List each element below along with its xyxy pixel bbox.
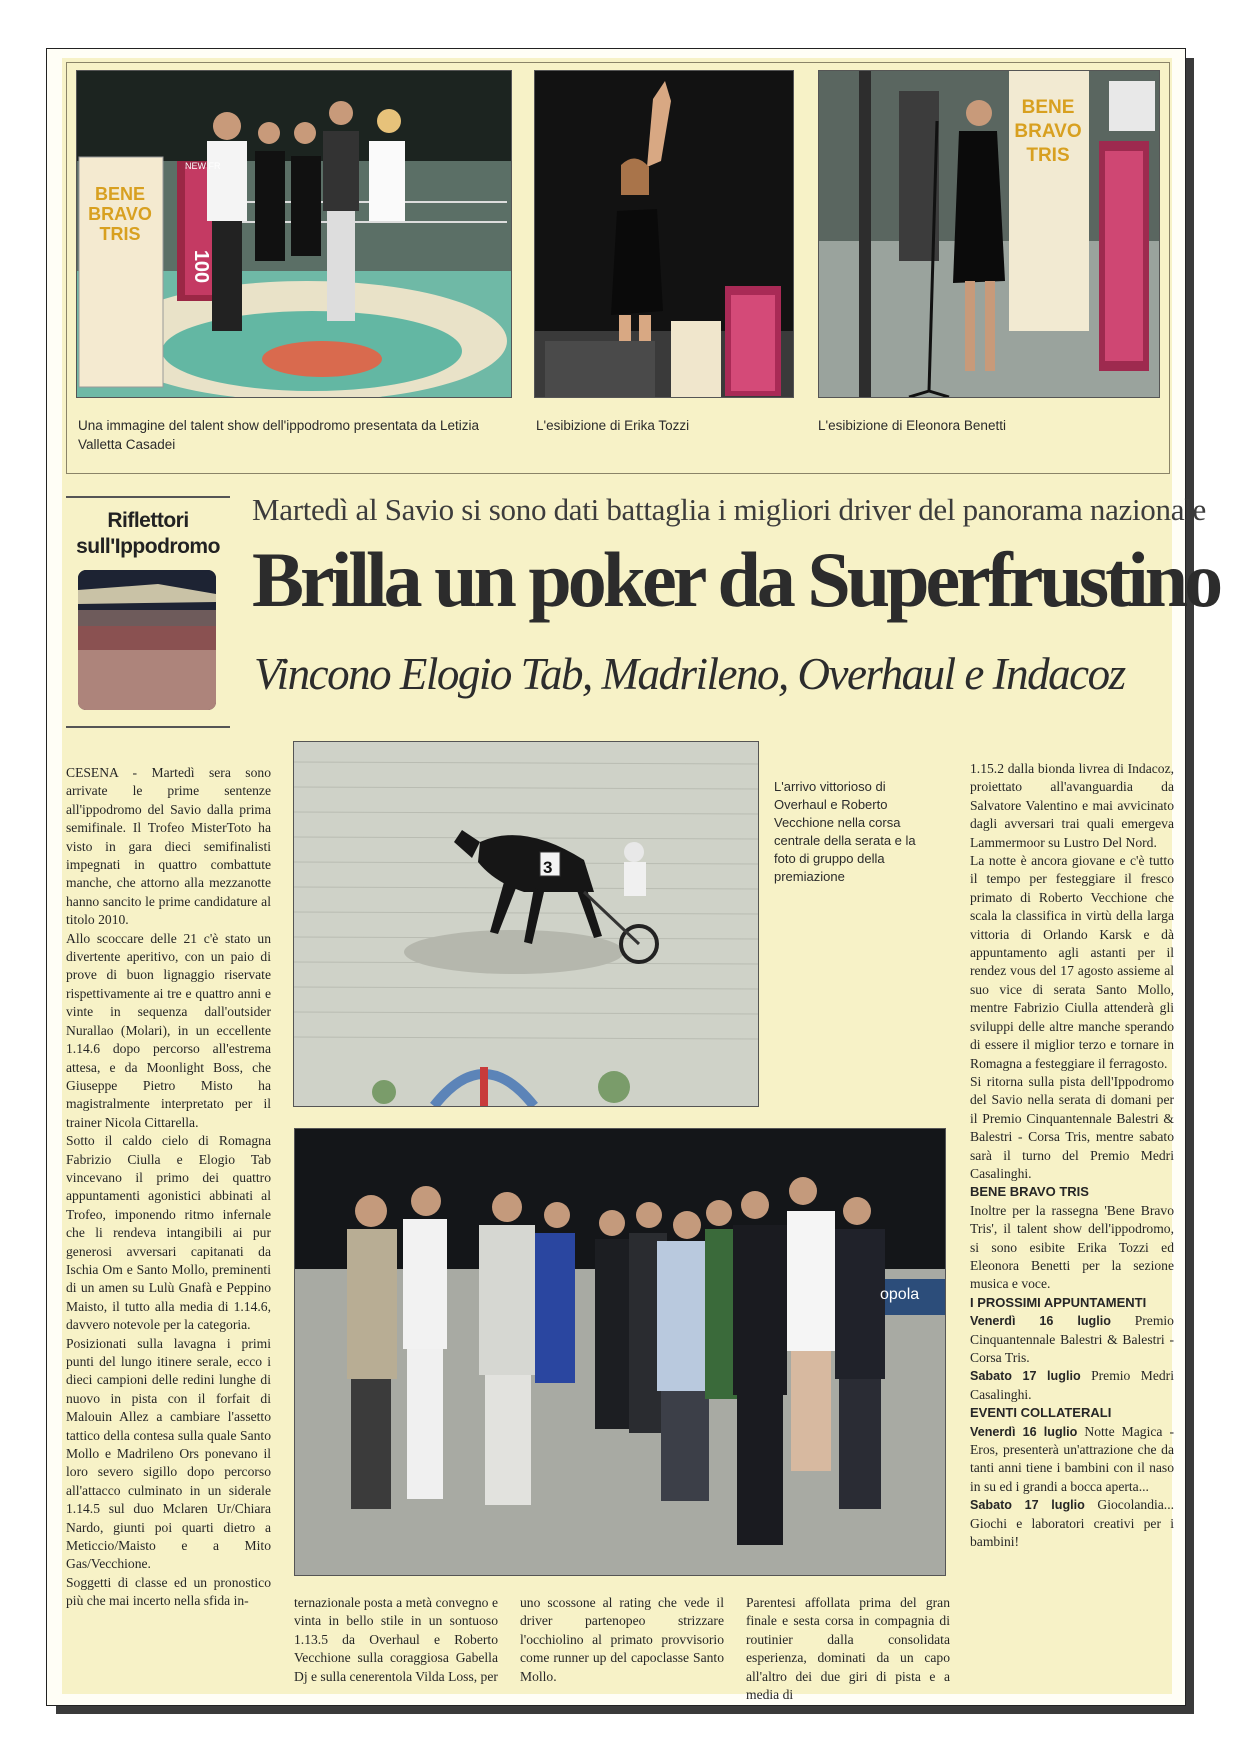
event-date: Sabato 17 luglio: [970, 1498, 1085, 1513]
new-fr-sign: NEW FR: [185, 161, 221, 171]
page-title: Brilla un poker da Superfrustino: [252, 536, 1220, 623]
article-paragraph: La notte è ancora giovane e c'è tutto il tempo per festeggiare il fresco primato di Roberto Vecchione che scala la classifica in virtù della larga vittoria di Orlando Karsk e dà appuntamento agli astanti per il rendez vous del 17 agosto assieme al suo vice di serata Santo Mollo, mentre Fabrizio Ciulla attenderà gli sviluppi delle altre manche sperando di essere il miglior terzo e tornare in Romagna a festeggiare il ferragosto.: [970, 853, 1174, 1071]
section-heading: EVENTI COLLATERALI: [970, 1405, 1112, 1421]
award-group-photo: [294, 1128, 946, 1576]
banner-line: TRIS: [1026, 145, 1070, 166]
event-item: [970, 1496, 1174, 1551]
caption-talent-show: Una immagine del talent show dell'ippodromo presentata da Letizia Valletta Casadei: [78, 418, 480, 452]
article-paragraph: uno scossone al rating che vede il driver partenopeo strizzare l'occhiolino al primato provvisorio come runner up del capoclasse Santo Mollo.: [520, 1595, 724, 1684]
subheadline: Vincono Elogio Tab, Madrileno, Overhaul e Indacoz: [254, 649, 1125, 699]
event-text: Giocolandia... Giochi e laboratori creativi per i bambini!: [970, 1497, 1175, 1550]
article-paragraph: ternazionale posta a metà convegno e vinta in bello stile in un sontuoso 1.13.5 da Overhaul e Roberto Vecchione sulla coraggiosa Gabella Dj e sulla cenerentola Vilda Loss, per: [294, 1595, 498, 1684]
article-paragraph: CESENA - Martedì sera sono arrivate le prime sentenze all'ippodromo del Savio dalla prima semifinale. Il Trofeo MisterToto ha visto in gara dieci semifinalisti impegnati in quattro combattute manche, che attorno alla mezzanotte hanno sancito le prime candidature al titolo 2010.: [66, 765, 271, 928]
event-text: Premio Medri Casalinghi.: [970, 1368, 1174, 1402]
article-column-4: [746, 1594, 950, 1704]
article-paragraph: Sotto il caldo cielo di Romagna Fabrizio Ciulla e Elogio Tab vincevano il primo dei quattro appuntamenti agonistici abbinati al Trofeo, imponendo ritmo infernale che li rendeva intangibili ai pur generosi avversari capitanati da Ischia Om e Santo Mollo, preminenti di un amen su Lulù Gnafà e Peppino Maisto, il tutto alla media di 1.14.6, davvero notevole per la categoria.: [66, 1133, 271, 1333]
race-finish-photo: [293, 741, 759, 1107]
event-item: [970, 1423, 1174, 1497]
erika-tozzi-photo: [534, 70, 794, 398]
event-date: Sabato 17 luglio: [970, 1369, 1081, 1384]
article-column-5: [970, 760, 1174, 1551]
article-paragraph: Inoltre per la rassegna 'Bene Bravo Tris', il talent show dell'ippodromo, si sono esibite Erika Tozzi ed Eleonora Benetti per la sezione musica e voce.: [970, 1202, 1174, 1292]
banner-text: [1010, 96, 1086, 168]
eleonora-benetti-photo: [818, 70, 1160, 398]
article-column-3: [520, 1594, 724, 1686]
banner-line: BENE: [1021, 97, 1075, 118]
banner-line: BRAVO: [1014, 121, 1082, 142]
banner-line: BRAVO: [88, 204, 152, 224]
event-item: [970, 1367, 1174, 1404]
article-column-1: [66, 764, 271, 1611]
article-paragraph: Soggetti di classe ed un pronostico più che mai incerto nella sfida in-: [66, 1574, 271, 1609]
banner-line: BENE: [94, 184, 145, 204]
event-text: Notte Magica - Eros, presenterà un'attrazione che da tanti anni tiene i bambini con il naso in su ed i grandi a bocca aperta...: [970, 1423, 1174, 1494]
rubric-line: Riflettori: [107, 509, 189, 532]
banner-text: [84, 184, 156, 244]
section-heading: I PROSSIMI APPUNTAMENTI: [970, 1294, 1147, 1310]
rubric-line: sull'Ippodromo: [76, 535, 220, 558]
section-heading: BENE BRAVO TRIS: [970, 1184, 1089, 1200]
event-text: Premio Cinquantennale Balestri & Balestri - Corsa Tris.: [970, 1313, 1174, 1365]
event-date: Venerdì 16 luglio: [970, 1314, 1111, 1329]
event-item: [970, 1312, 1174, 1367]
rubric-box: [66, 496, 230, 728]
event-date: Venerdì 16 luglio: [970, 1424, 1078, 1439]
article-paragraph: Si ritorna sulla pista dell'Ippodromo del Savio nella serata di domani per il Premio Cinquantennale Balestri & Balestri - Corsa Tris, mentre sabato sarà il turno del Premio Medri Casalinghi.: [970, 1073, 1174, 1181]
article-paragraph: Posizionati sulla lavagna i primi punti del lungo itinere serale, ecco i dieci campioni delle redini lunghe di nuovo in pista con il forfait di Malouin Allez a cambiare l'assetto tattico della contesa sulla quale Santo Mollo e Madrileno Ors ponevano il loro severo sigillo dopo percorso all'attacco culminato in un siderale 1.14.5 sul duo Mclaren Ur/Chiara Nardo, giunti poi quarti dietro a Meticcio/Maisto e a Mito Gas/Vecchione.: [66, 1335, 271, 1572]
caption-race-finish: L'arrivo vittorioso di Overhaul e Roberto Vecchione nella corsa centrale della serata e la foto di gruppo della premiazione: [774, 779, 916, 884]
article-paragraph: Allo scoccare delle 21 c'è stato un divertente aperitivo, con un paio di prove di buon lignaggio riservate rispettivamente ai tre e quattro anni e vinte in sequenza dall'outsider Nurallao (Molari), in un eccellente 1.14.6 dopo percorso all'estrema attesa, e da Moonlight Boss, che Giuseppe Pietro Misto ha magistralmente interpretato per il trainer Nicola Cittarella.: [66, 930, 271, 1130]
kicker: Martedì al Savio si sono dati battaglia i migliori driver del panorama nazionale: [252, 492, 1206, 527]
article-column-2: [294, 1594, 498, 1686]
caption-erika-tozzi: L'esibizione di Erika Tozzi: [536, 418, 690, 433]
sponsor-sign: opola: [880, 1286, 920, 1303]
article-paragraph: Parentesi affollata prima del gran finale e sesta corsa in compagnia di routinier dalla consolidata esperienza, dominati da un capo all'altro dei due giri di pista e a media di: [746, 1595, 950, 1703]
can-label: 100: [190, 249, 213, 284]
banner-line: TRIS: [99, 224, 141, 244]
racetrack-thumbnail: [78, 570, 216, 710]
article-paragraph: 1.15.2 dalla bionda livrea di Indacoz, proiettato all'avanguardia da Salvatore Valentino e mai avvicinato dagli avversari trai quali emergeva Lammermoor su Lustro Del Nord.: [970, 761, 1174, 850]
saddle-number: 3: [543, 858, 553, 877]
caption-eleonora-benetti: L'esibizione di Eleonora Benetti: [818, 418, 1006, 433]
